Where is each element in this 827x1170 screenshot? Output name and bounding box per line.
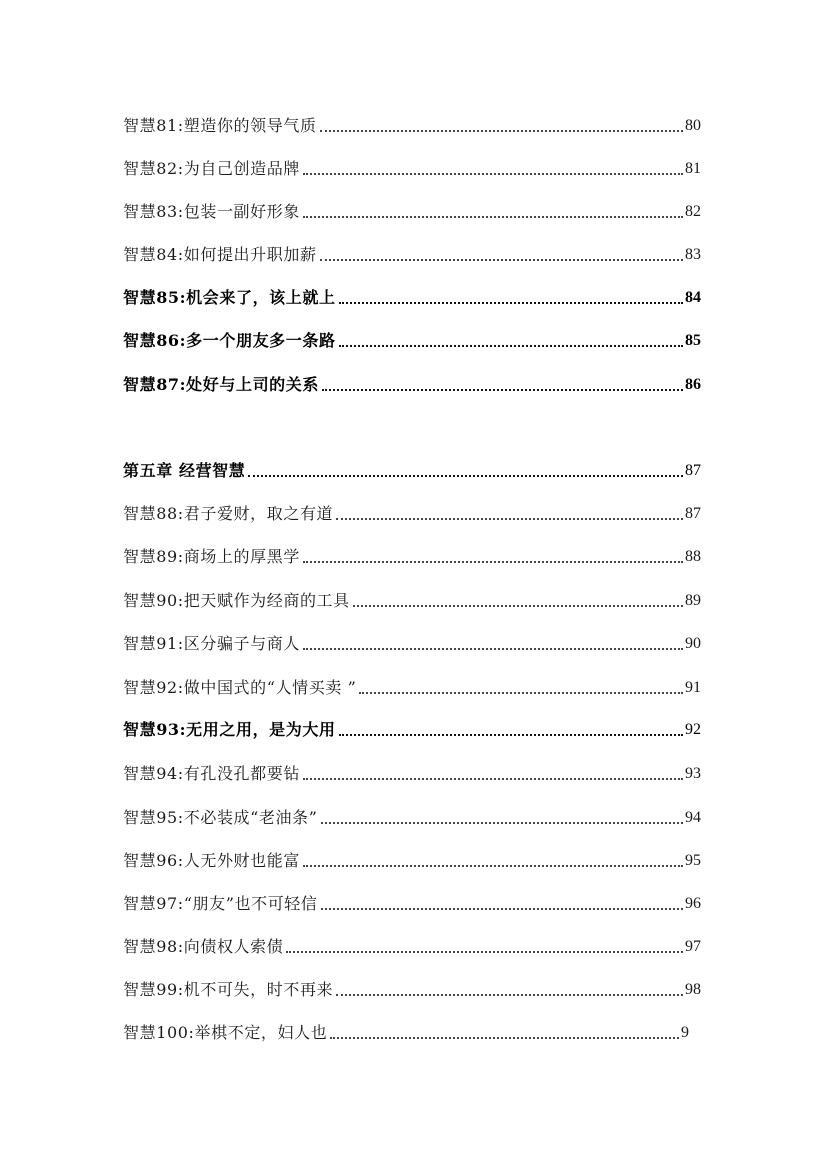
toc-entry <box>123 197 701 223</box>
toc-entry-label: 智慧83:包装一副好形象 <box>123 202 300 221</box>
dot-leader <box>320 130 683 132</box>
toc-entry <box>123 283 701 309</box>
toc-entry-page: 83 <box>685 246 701 263</box>
toc-entry-page: 95 <box>685 852 701 869</box>
dot-leader <box>336 518 683 520</box>
toc-entry-label: 智慧82:为自己创造品牌 <box>123 159 300 178</box>
dot-leader <box>321 822 683 824</box>
toc-entry-label: 智慧91:区分骗子与商人 <box>123 634 300 653</box>
toc-entry <box>123 629 701 655</box>
dot-leader <box>303 865 683 867</box>
toc-entry-page: 97 <box>685 938 701 955</box>
dot-leader <box>303 216 683 218</box>
dot-leader <box>336 994 683 996</box>
dot-leader <box>248 475 683 477</box>
toc-entry-label: 智慧94:有孔没孔都要钻 <box>123 764 300 783</box>
dot-leader <box>339 734 683 736</box>
toc-entry <box>123 673 701 699</box>
toc-entry <box>123 715 701 741</box>
toc-entry-page: 9 <box>681 1024 689 1041</box>
toc-entry-label: 智慧81:塑造你的领导气质 <box>123 116 317 135</box>
toc-entry <box>123 154 701 180</box>
toc-entry-label: 智慧100:举棋不定，妇人也 <box>123 1023 328 1042</box>
dot-leader <box>353 605 683 607</box>
toc-entry-label: 智慧93:无用之用，是为大用 <box>123 720 336 739</box>
dot-leader <box>330 1037 679 1039</box>
toc-entry-page: 81 <box>685 160 701 177</box>
toc-entry-page: 87 <box>685 505 701 522</box>
toc-entry <box>123 542 701 568</box>
toc-entry <box>123 499 701 525</box>
toc-entry-page: 82 <box>685 203 701 220</box>
chapter-page: 87 <box>685 462 701 479</box>
toc-entry <box>123 803 701 829</box>
dot-leader <box>286 951 683 953</box>
toc-entry <box>123 326 701 352</box>
toc-entry <box>123 370 701 396</box>
toc-entry-page: 96 <box>685 895 701 912</box>
toc-entry <box>123 240 701 266</box>
dot-leader <box>303 778 683 780</box>
toc-entry-label: 智慧89:商场上的厚黑学 <box>123 547 300 566</box>
toc-entry <box>123 975 701 1001</box>
toc-entry-label: 智慧90:把天赋作为经商的工具 <box>123 591 350 610</box>
dot-leader <box>321 908 683 910</box>
dot-leader <box>339 345 683 347</box>
dot-leader <box>322 389 683 391</box>
toc-entry-page: 92 <box>685 721 701 738</box>
toc-entry <box>123 586 701 612</box>
toc-entry <box>123 932 701 958</box>
dot-leader <box>303 561 683 563</box>
dot-leader <box>303 173 683 175</box>
toc-entry <box>123 759 701 785</box>
toc-entry-page: 91 <box>685 679 701 696</box>
toc-entry-page: 86 <box>685 376 701 393</box>
dot-leader <box>359 692 683 694</box>
toc-entry-page: 98 <box>685 981 701 998</box>
toc-entry-page: 80 <box>685 117 701 134</box>
toc-entry-page: 94 <box>685 809 701 826</box>
toc-entry-page: 85 <box>685 332 701 349</box>
toc-entry-page: 88 <box>685 548 701 565</box>
toc-entry-label: 智慧96:人无外财也能富 <box>123 851 300 870</box>
toc-entry-label: 智慧92:做中国式的“人情买卖 ” <box>123 678 357 697</box>
toc-entry-label: 智慧86:多一个朋友多一条路 <box>123 331 336 350</box>
chapter-heading <box>123 456 701 482</box>
toc-entry-page: 90 <box>685 635 701 652</box>
toc-entry-label: 智慧98:向债权人索债 <box>123 937 284 956</box>
toc-entry-label: 智慧95:不必装成“老油条” <box>123 808 318 827</box>
dot-leader <box>320 259 683 261</box>
dot-leader <box>339 302 683 304</box>
toc-entry-label: 智慧84:如何提出升职加薪 <box>123 245 317 264</box>
toc-entry <box>123 846 701 872</box>
chapter-title: 第五章 经营智慧 <box>123 461 246 480</box>
toc-entry-label: 智慧88:君子爱财，取之有道 <box>123 504 334 523</box>
toc-entry-label: 智慧97:“朋友”也不可轻信 <box>123 894 318 913</box>
toc-entry <box>123 111 701 137</box>
toc-entry-label: 智慧85:机会来了，该上就上 <box>123 288 336 307</box>
toc-entry-page: 93 <box>685 765 701 782</box>
toc-entry <box>123 1018 689 1044</box>
toc-entry-label: 智慧99:机不可失，时不再来 <box>123 980 334 999</box>
toc-entry <box>123 889 701 915</box>
toc-entry-page: 89 <box>685 592 701 609</box>
toc-entry-label: 智慧87:处好与上司的关系 <box>123 375 319 394</box>
toc-entry-page: 84 <box>685 289 701 306</box>
dot-leader <box>303 648 683 650</box>
